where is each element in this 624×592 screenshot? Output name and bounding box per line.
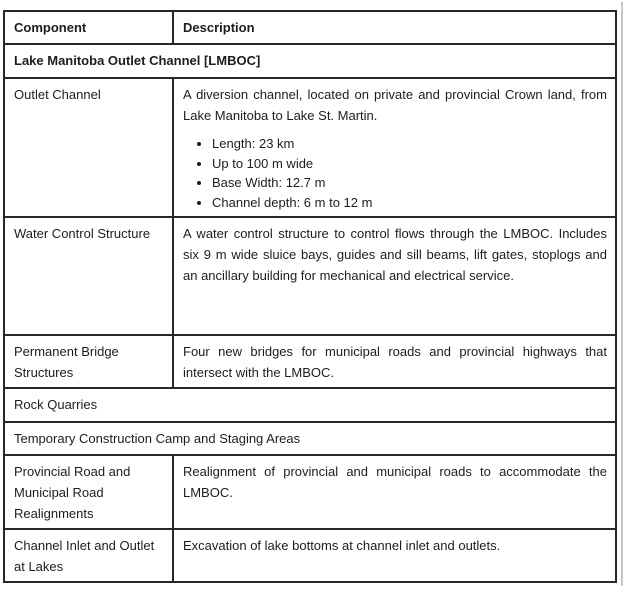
table-row-permanent-bridge-structures (4, 335, 616, 388)
description-paragraph: Four new bridges for municipal roads and provincial highways that intersect with the LMBOC. (183, 344, 607, 380)
table-header-row (4, 11, 616, 44)
section-row-temporary-construction (4, 422, 616, 455)
bullet-item-width: • Up to 100 m wide (212, 154, 607, 174)
bullet-item-channel-depth: • Channel depth: 6 m to 12 m (212, 193, 607, 213)
description-paragraph: Excavation of lake bottoms at channel inlet and outlets. (183, 538, 501, 553)
component-column-header: Component (4, 11, 173, 44)
outlet-channel-bullet-list (183, 134, 607, 212)
description-paragraph: Realignment of provincial and municipal roads to accommodate the LMBOC. (183, 464, 607, 500)
description-paragraph: A diversion channel, located on private and provincial Crown land, from Lake Manitoba to Lake St. Martin. (183, 87, 607, 123)
section-title-lmboc: Lake Manitoba Outlet Channel [LMBOC] (4, 44, 616, 78)
component-cell-water-control: Water Control Structure (4, 217, 173, 335)
description-cell-channel-inlet (173, 529, 616, 582)
section-title-rock-quarries: Rock Quarries (4, 388, 616, 422)
component-cell-permanent-bridge: Permanent Bridge Structures (4, 335, 173, 388)
component-cell-channel-inlet: Channel Inlet and Outlet at Lakes (4, 529, 173, 582)
table-row-water-control-structure (4, 217, 616, 335)
description-cell-outlet-channel (173, 78, 616, 217)
description-cell-water-control (173, 217, 616, 335)
table-row-outlet-channel (4, 78, 616, 217)
description-cell-permanent-bridge (173, 335, 616, 388)
section-title-temporary-construction: Temporary Construction Camp and Staging Areas (4, 422, 616, 455)
section-row-rock-quarries (4, 388, 616, 422)
table-row-road-realignments (4, 455, 616, 529)
bullet-item-length: • Length: 23 km (212, 134, 607, 154)
section-row-lmboc (4, 44, 616, 78)
description-cell-road-realignments (173, 455, 616, 529)
page-edge-line (621, 2, 623, 586)
component-description-table (3, 10, 617, 583)
component-cell-outlet-channel: Outlet Channel (4, 78, 173, 217)
description-column-header: Description (173, 11, 616, 44)
table-row-channel-inlet-outlet (4, 529, 616, 582)
component-cell-road-realignments: Provincial Road and Municipal Road Realignments (4, 455, 173, 529)
bullet-item-base-width: • Base Width: 12.7 m (212, 173, 607, 193)
description-paragraph: A water control structure to control flows through the LMBOC. Includes six 9 m wide sluice bays, guides and sill beams, lift gates, stoplogs and an ancillary building for mechanical and electrical service. (183, 226, 607, 283)
